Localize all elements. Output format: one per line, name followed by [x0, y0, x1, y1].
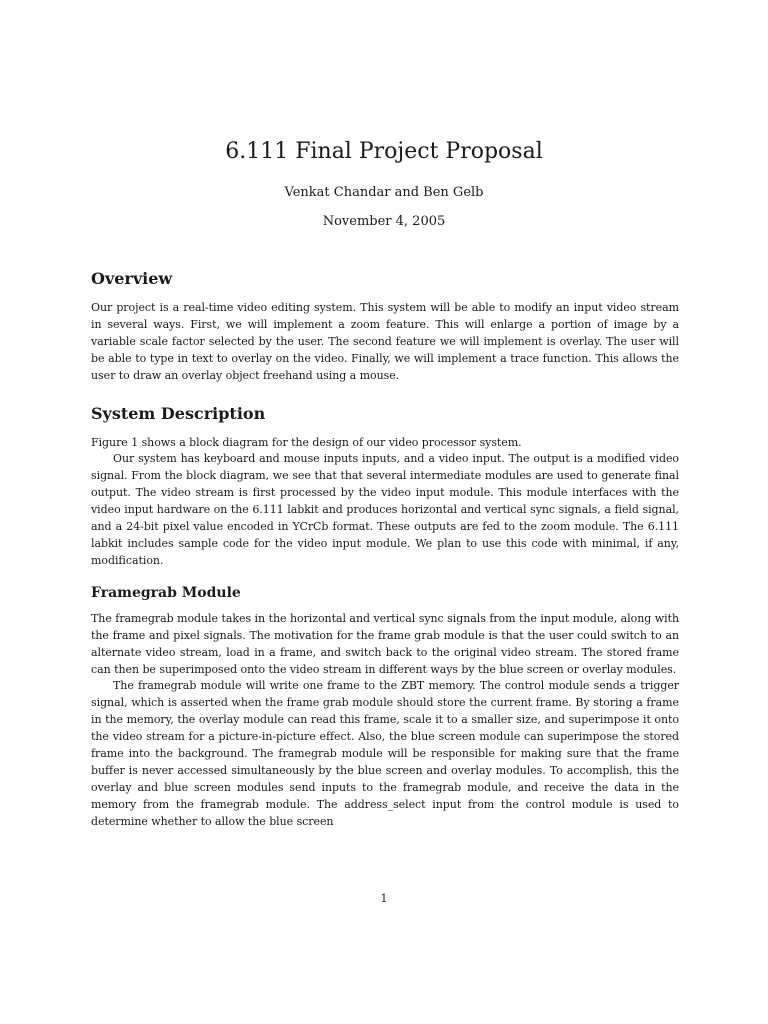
framegrab-paragraph-2: The framegrab module will write one frame to the ZBT memory. The control module sends a trigger signal, which is asserted when the frame grab module should store the current frame. By storing a frame in the memory, the overlay module can read this frame, scale it to a smaller size, and superimpose it onto the video stream for a picture-in-picture effect. Also, the blue screen module can superimpose the stored frame into the background. The framegrab module will be responsible for making sure that the frame buffer is never accessed simultaneously by the blue screen and overlay modules. To accomplish, this the overlay and blue screen modules send inputs to the framegrab module, and receive the data in the memory from the framegrab module. The address_select input from the control module is used to determine whether to allow the blue screen [91, 679, 679, 828]
system-description-paragraph-2: Our system has keyboard and mouse inputs inputs, and a video input. The output is a modified video signal. From the block diagram, we see that that several intermediate modules are used to generate final output. The video stream is first processed by the video input module. This module interfaces with the video input hardware on the 6.111 labkit and produces horizontal and vertical sync signals, a field signal, and a 24-bit pixel value encoded in YCrCb format. These outputs are fed to the zoom module. The 6.111 labkit includes sample code for the video input module. We plan to use this code with minimal, if any, modification. [91, 452, 679, 567]
section-heading-overview: Overview [91, 269, 173, 288]
subsection-heading-framegrab: Framegrab Module [91, 584, 241, 601]
section-heading-system-description: System Description [91, 403, 266, 423]
framegrab-paragraph-1: The framegrab module takes in the horizontal and vertical sync signals from the input module, along with the frame and pixel signals. The motivation for the frame grab module is that the user could switch to an alternate video stream, load in a frame, and switch back to the original video stream. The stored frame can then be superimposed onto the video stream in different ways by the blue screen or overlay modules. [91, 611, 679, 676]
document-title: 6.111 Final Project Proposal [225, 139, 543, 164]
overview-paragraph: Our project is a real-time video editing system. This system will be able to modify an input video stream in several ways. First, we will implement a zoom feature. This will enlarge a portion of image by a variable scale factor selected by the user. The second feature we will implement is overlay. The user will be able to type in text to overlay on the video. Finally, we will implement a trace function. This allows the user to draw an overlay object freehand using a mouse. [91, 301, 679, 382]
document-authors: Venkat Chandar and Ben Gelb [284, 185, 484, 200]
system-description-paragraph-1: Figure 1 shows a block diagram for the design of our video processor system. [91, 435, 522, 449]
page-number: 1 [380, 892, 388, 905]
document-body [91, 268, 679, 831]
document-date: November 4, 2005 [322, 214, 446, 229]
